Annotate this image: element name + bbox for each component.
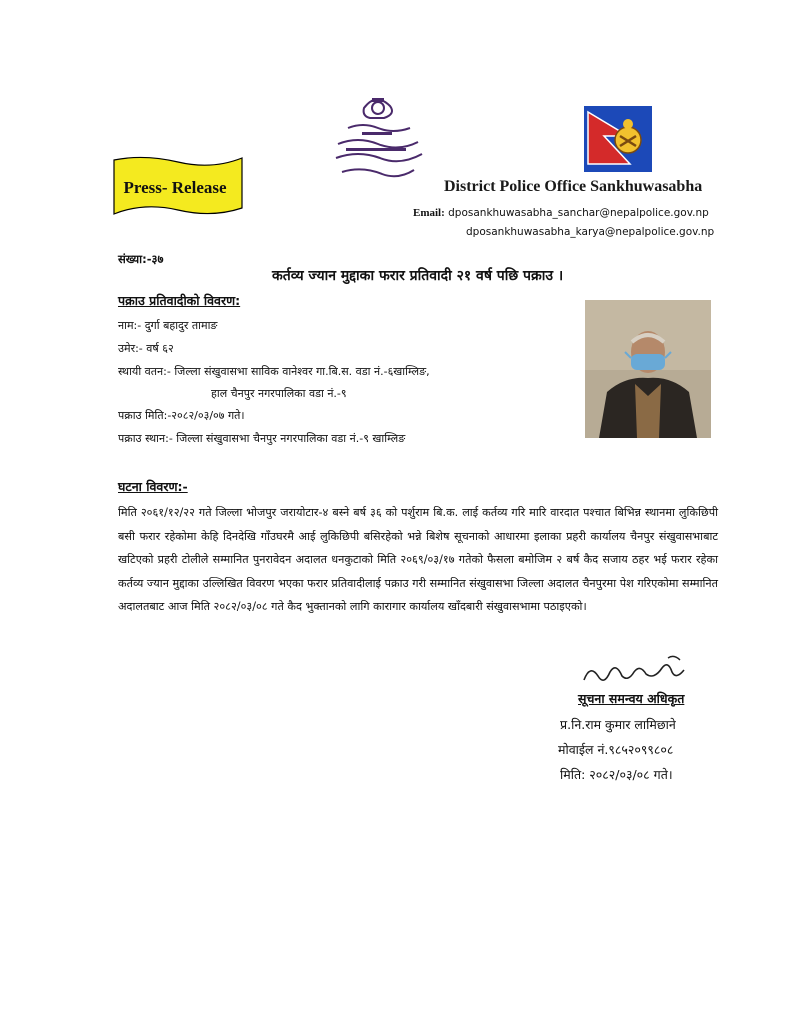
office-name: District Police Office Sankhuwasabha [444, 178, 703, 195]
release-number: संख्या:-३७ [118, 252, 164, 266]
incident-heading: घटना विवरण:- [118, 479, 188, 494]
address-line-1: स्थायी वतन:- जिल्ला संखुवासभा साविक वानेश्वर गा.बि.स. वडा नं.-६खाम्लिङ, [118, 365, 430, 378]
headline: कर्तव्य ज्यान मुद्दाका फरार प्रतिवादी २१ वर्ष पछि पक्राउ । [272, 268, 564, 284]
officer-signature [576, 650, 696, 692]
signature-date: मिति: २०८२/०३/०८ गते। [560, 767, 673, 782]
police-flag-logo [584, 106, 652, 172]
email-2[interactable]: dposankhuwasabha_karya@nepalpolice.gov.np [466, 226, 715, 238]
arrest-place-line: पक्राउ स्थान:- जिल्ला संखुवासभा चैनपुर नगरपालिका वडा नं.-९ खाम्लिङ [118, 432, 406, 445]
age-line: उमेर:- वर्ष ६२ [118, 342, 174, 355]
email-label: Email: [413, 207, 445, 219]
address-line-2: हाल चैनपुर नगरपालिका वडा नं.-९ [211, 387, 347, 400]
arrest-date-line: पक्राउ मिति:-२०८२/०३/०७ गते। [118, 409, 245, 422]
police-seal-logo [318, 88, 438, 188]
signatory-name: प्र.नि.राम कुमार लामिछाने [560, 717, 676, 732]
signatory-title: सूचना समन्वय अधिकृत [578, 691, 685, 706]
suspect-photo [585, 300, 711, 438]
signatory-mobile: मोवाईल नं.९८५२०९९८०८ [558, 742, 674, 757]
incident-paragraph: मिति २०६१/१२/२२ गते जिल्ला भोजपुर जरायोटार-४ बस्ने बर्ष ३६ को पर्शुराम बि.क. लाई कर्तव्य गरि मारि वारदात पश्चात बिभिन्न स्थानमा लुकिछिपी बसी फरार रहेकोमा केहि दिनदेखि गाँउघरमै आई लुकिछिपी बसिरहेको भन्ने बिशेष सूचनाको आधारमा इलाका प्रहरी कार्यालय चैनपुर संखुवासभाबाट खटिएको प्रहरी टोलीले सम्मानित पुनरावेदन अदालत धनकुटाको मिति २०६९/०३/१७ गतेको फैसला बमोजिम २ बर्ष कैद सजाय ठहर भई फरार रहेका कर्तव्य ज्यान मुद्दाका उल्लिखित विवरण भएका फरार प्रतिवादीलाई पक्राउ गरी सम्मानित संखुवासभा जिल्ला अदालत चैनपुरमा पेश गरिएकोमा सम्मानित अदालतबाट आज मिति २०८२/०३/०८ गते कैद भुक्तानको लागि कारागार कार्यालय खाँदबारी संखुवासभामा पठाइएको। [118, 506, 718, 614]
press-release-label: Press- Release [123, 178, 227, 197]
details-heading: पक्राउ प्रतिवादीको विवरण: [118, 293, 241, 308]
name-line: नाम:- दुर्गा बहादुर तामाङ [118, 319, 218, 332]
email-line-1 [413, 207, 709, 219]
email-1[interactable]: dposankhuwasabha_sanchar@nepalpolice.gov.np [448, 207, 709, 219]
